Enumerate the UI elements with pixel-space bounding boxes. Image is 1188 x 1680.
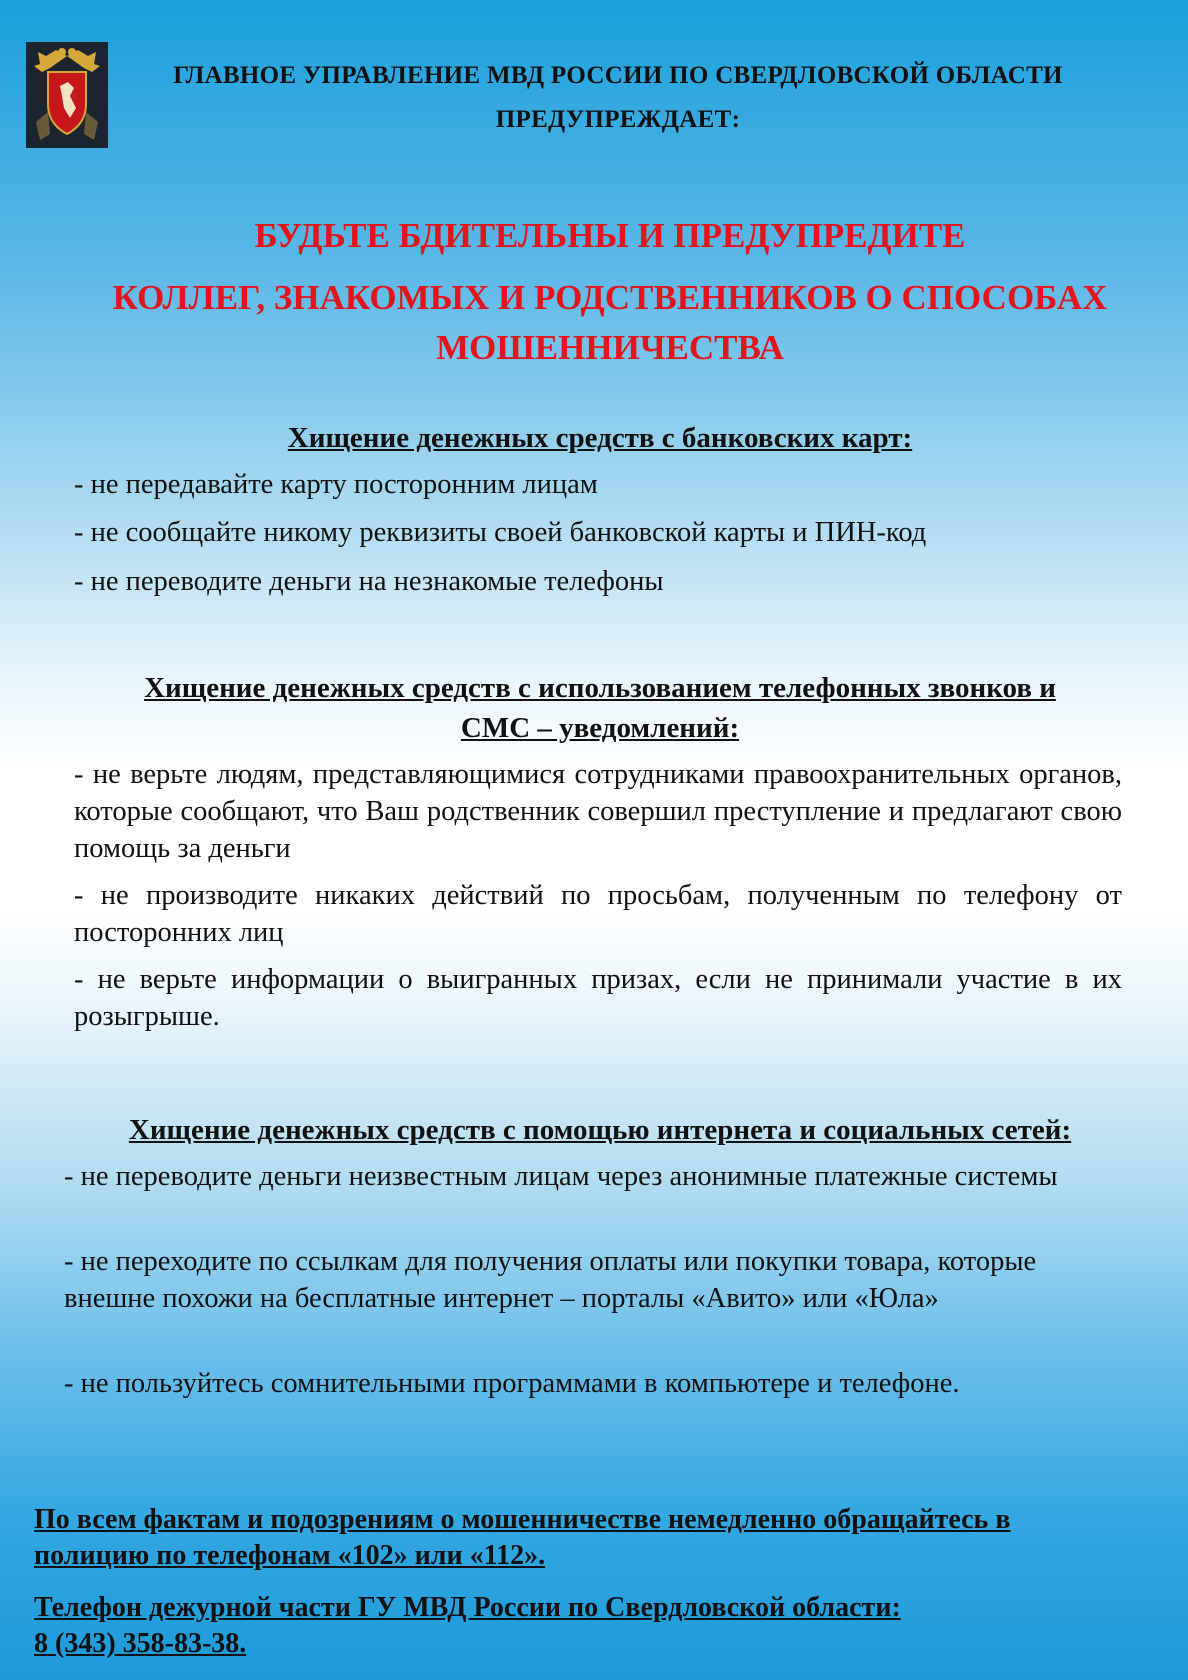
section-title-internet: Хищение денежных средств с помощью интернета и социальных сетей: — [128, 1114, 1072, 1146]
list-item: - не верьте людям, представляющимися сотрудниками правоохранительных органов, которые сообщают, что Ваш родственник совершил преступление и предлагают свою помощь за деньги — [74, 759, 1122, 864]
section-title-phone-line2: СМС – уведомлений: — [460, 712, 740, 744]
alert-line3: МОШЕННИЧЕСТВА — [436, 328, 784, 367]
footer-notice — [34, 1502, 1164, 1574]
list-item: - не сообщайте никому реквизиты своей банковской карты и ПИН-код — [74, 517, 927, 548]
footer-phone — [34, 1590, 1164, 1662]
footer-line1: По всем фактам и подозрениям о мошенничестве немедленно обращайтесь в — [34, 1504, 1011, 1535]
list-item: - не производите никаких действий по просьбам, полученным по телефону от посторонних лиц — [74, 880, 1122, 948]
section-title-phone-line1: Хищение денежных средств с использованием телефонных звонков и — [144, 672, 1056, 704]
list-item: - не переходите по ссылкам для получения оплаты или покупки товара, которые внешне похожи на бесплатные интернет – порталы «Авито» или «Юла» — [64, 1246, 1037, 1314]
section-title-phone — [60, 668, 1140, 748]
section-title-cards: Хищение денежных средств с банковских карт: — [287, 422, 913, 454]
emblem-logo — [26, 42, 108, 148]
header-line2: ПРЕДУПРЕЖДАЕТ: — [495, 106, 741, 133]
list-item: - не переводите деньги на незнакомые телефоны — [74, 566, 664, 597]
header — [118, 54, 1118, 142]
alert-line1: БУДЬТЕ БДИТЕЛЬНЫ И ПРЕДУПРЕДИТЕ — [254, 216, 966, 255]
list-item: - не переводите деньги неизвестным лицам через анонимные платежные системы — [64, 1161, 1058, 1192]
alert-line2: КОЛЛЕГ, ЗНАКОМЫХ И РОДСТВЕННИКОВ О СПОСОБАХ — [112, 278, 1108, 317]
list-item: - не верьте информации о выигранных призах, если не принимали участие в их розыгрыше. — [74, 964, 1122, 1032]
footer-line2: полицию по телефонам «102» или «112». — [34, 1540, 546, 1571]
list-item: - не передавайте карту посторонним лицам — [74, 469, 598, 500]
list-item: - не пользуйтесь сомнительными программами в компьютере и телефоне. — [64, 1368, 960, 1399]
footer-line3: Телефон дежурной части ГУ МВД России по Свердловской области: — [34, 1592, 901, 1623]
footer-line4: 8 (343) 358-83-38. — [34, 1628, 247, 1659]
header-line1: ГЛАВНОЕ УПРАВЛЕНИЕ МВД РОССИИ ПО СВЕРДЛОВСКОЙ ОБЛАСТИ — [173, 62, 1063, 89]
